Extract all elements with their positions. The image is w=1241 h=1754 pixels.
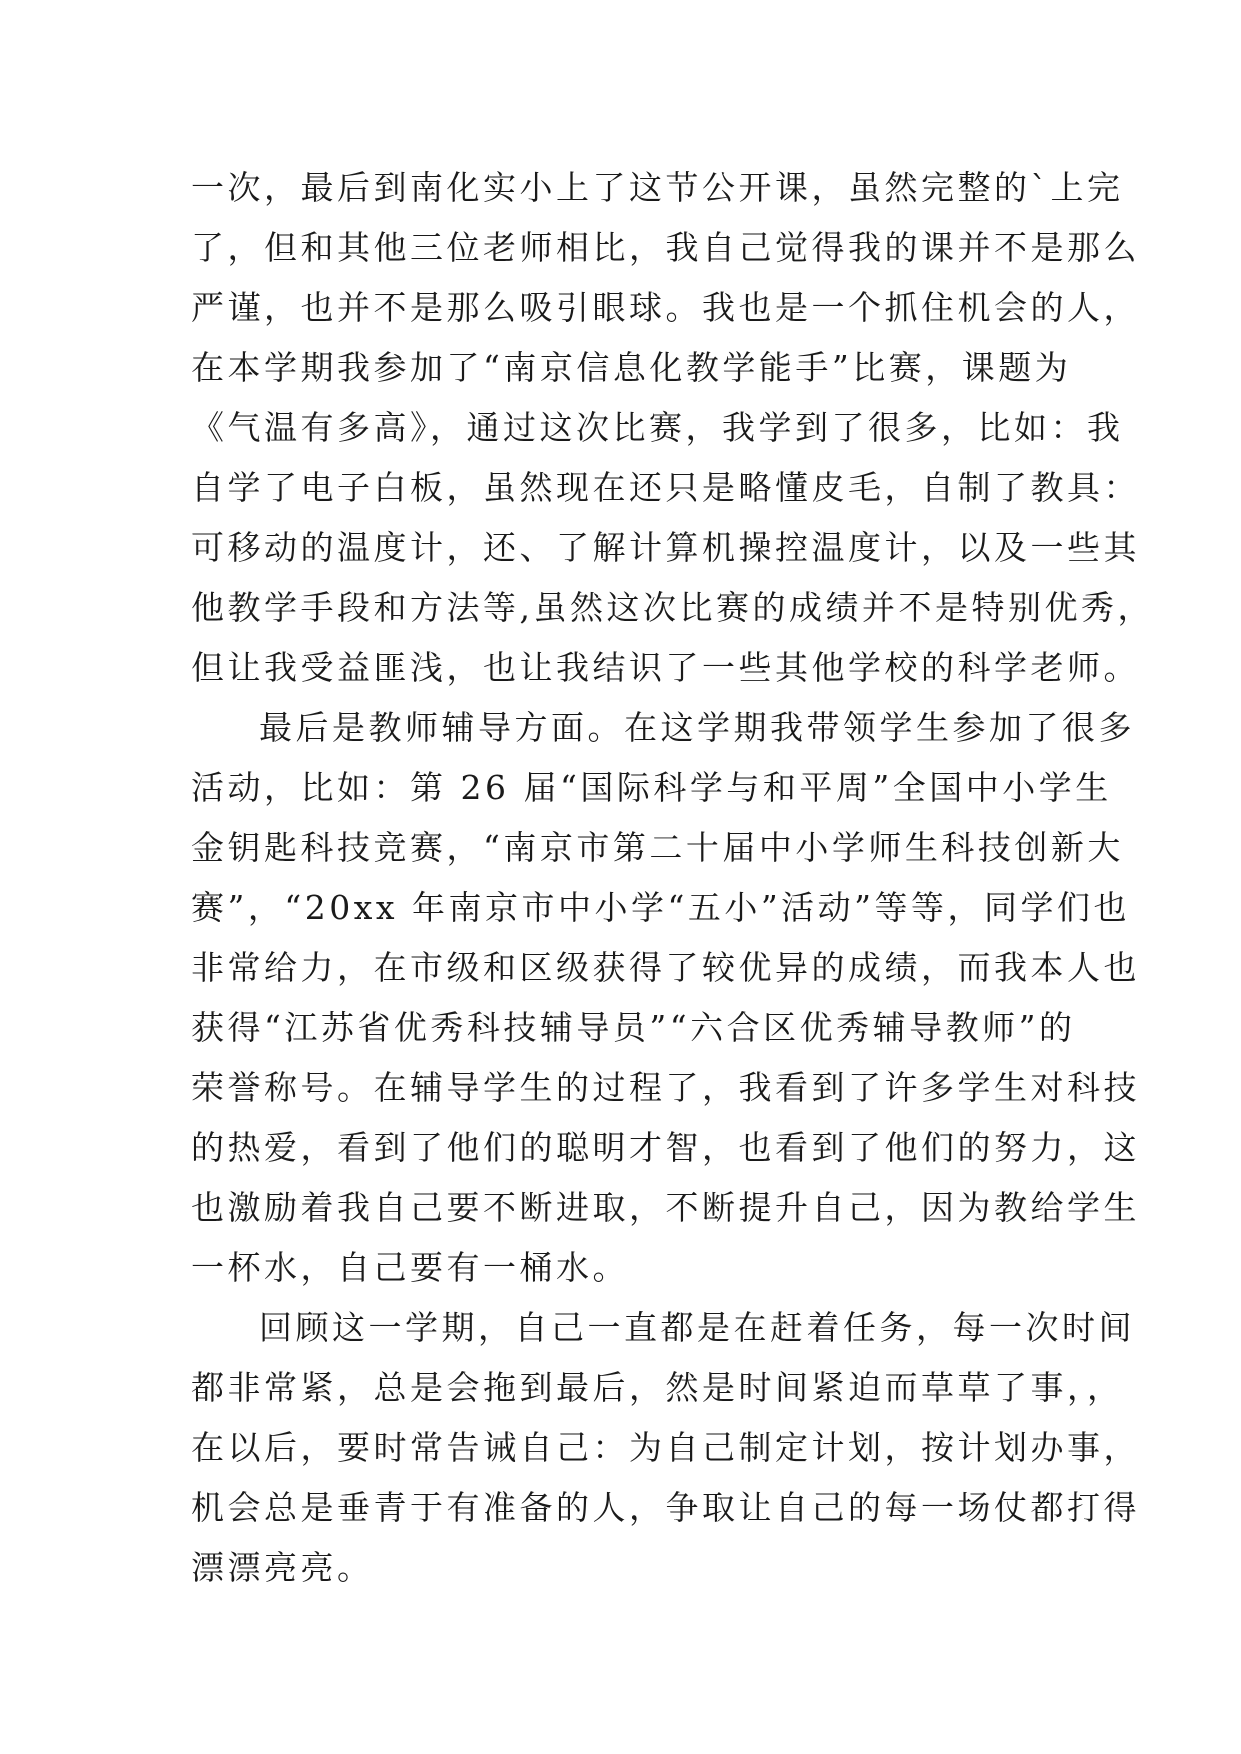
paragraph-first-line: 回顾这一学期，自己一直都是在赶着任务，每一次时间	[259, 1308, 1135, 1347]
text-line: 获得“江苏省优秀科技辅导员”“六合区优秀辅导教师”的	[191, 1008, 1076, 1047]
body-text	[191, 158, 1154, 1598]
text-line: 可移动的温度计，还、了解计算机操控温度计，以及一些其	[191, 528, 1140, 567]
text-line: 但让我受益匪浅，也让我结识了一些其他学校的科学老师。	[191, 648, 1140, 687]
text-line: 在本学期我参加了“南京信息化教学能手”比赛，课题为	[191, 348, 1072, 387]
text-line: 荣誉称号。在辅导学生的过程了，我看到了许多学生对科技	[191, 1068, 1140, 1107]
text-line: 的热爱，看到了他们的聪明才智，也看到了他们的努力，这	[191, 1128, 1140, 1167]
paragraph-first-line: 最后是教师辅导方面。在这学期我带领学生参加了很多	[259, 708, 1135, 747]
text-line: 在以后，要时常告诫自己：为自己制定计划，按计划办事，	[191, 1428, 1140, 1467]
text-line: 了，但和其他三位老师相比，我自己觉得我的课并不是那么	[191, 228, 1140, 267]
text-line: 机会总是垂青于有准备的人，争取让自己的每一场仗都打得	[191, 1488, 1140, 1527]
text-line: 严谨，也并不是那么吸引眼球。我也是一个抓住机会的人，	[191, 288, 1140, 327]
text-line: 他教学手段和方法等,虽然这次比赛的成绩并不是特别优秀，	[191, 588, 1154, 627]
text-line: 赛”，“20xx 年南京市中小学“五小”活动”等等，同学们也	[191, 888, 1131, 927]
text-line: 《气温有多高》，通过这次比赛，我学到了很多，比如：我	[191, 408, 1124, 447]
text-line: 金钥匙科技竞赛，“南京市第二十届中小学师生科技创新大	[191, 828, 1124, 867]
text-line: 都非常紧，总是会拖到最后，然是时间紧迫而草草了事，，	[191, 1368, 1124, 1407]
text-line: 一次，最后到南化实小上了这节公开课，虽然完整的`上完	[191, 168, 1124, 207]
text-line: 也激励着我自己要不断进取，不断提升自己，因为教给学生	[191, 1188, 1140, 1227]
text-line: 漂漂亮亮。	[191, 1548, 374, 1587]
text-line: 一杯水，自己要有一桶水。	[191, 1248, 629, 1287]
text-line: 活动，比如：第 26 届“国际科学与和平周”全国中小学生	[191, 768, 1112, 807]
text-line: 自学了电子白板，虽然现在还只是略懂皮毛，自制了教具：	[191, 468, 1140, 507]
text-line: 非常给力，在市级和区级获得了较优异的成绩，而我本人也	[191, 948, 1140, 987]
